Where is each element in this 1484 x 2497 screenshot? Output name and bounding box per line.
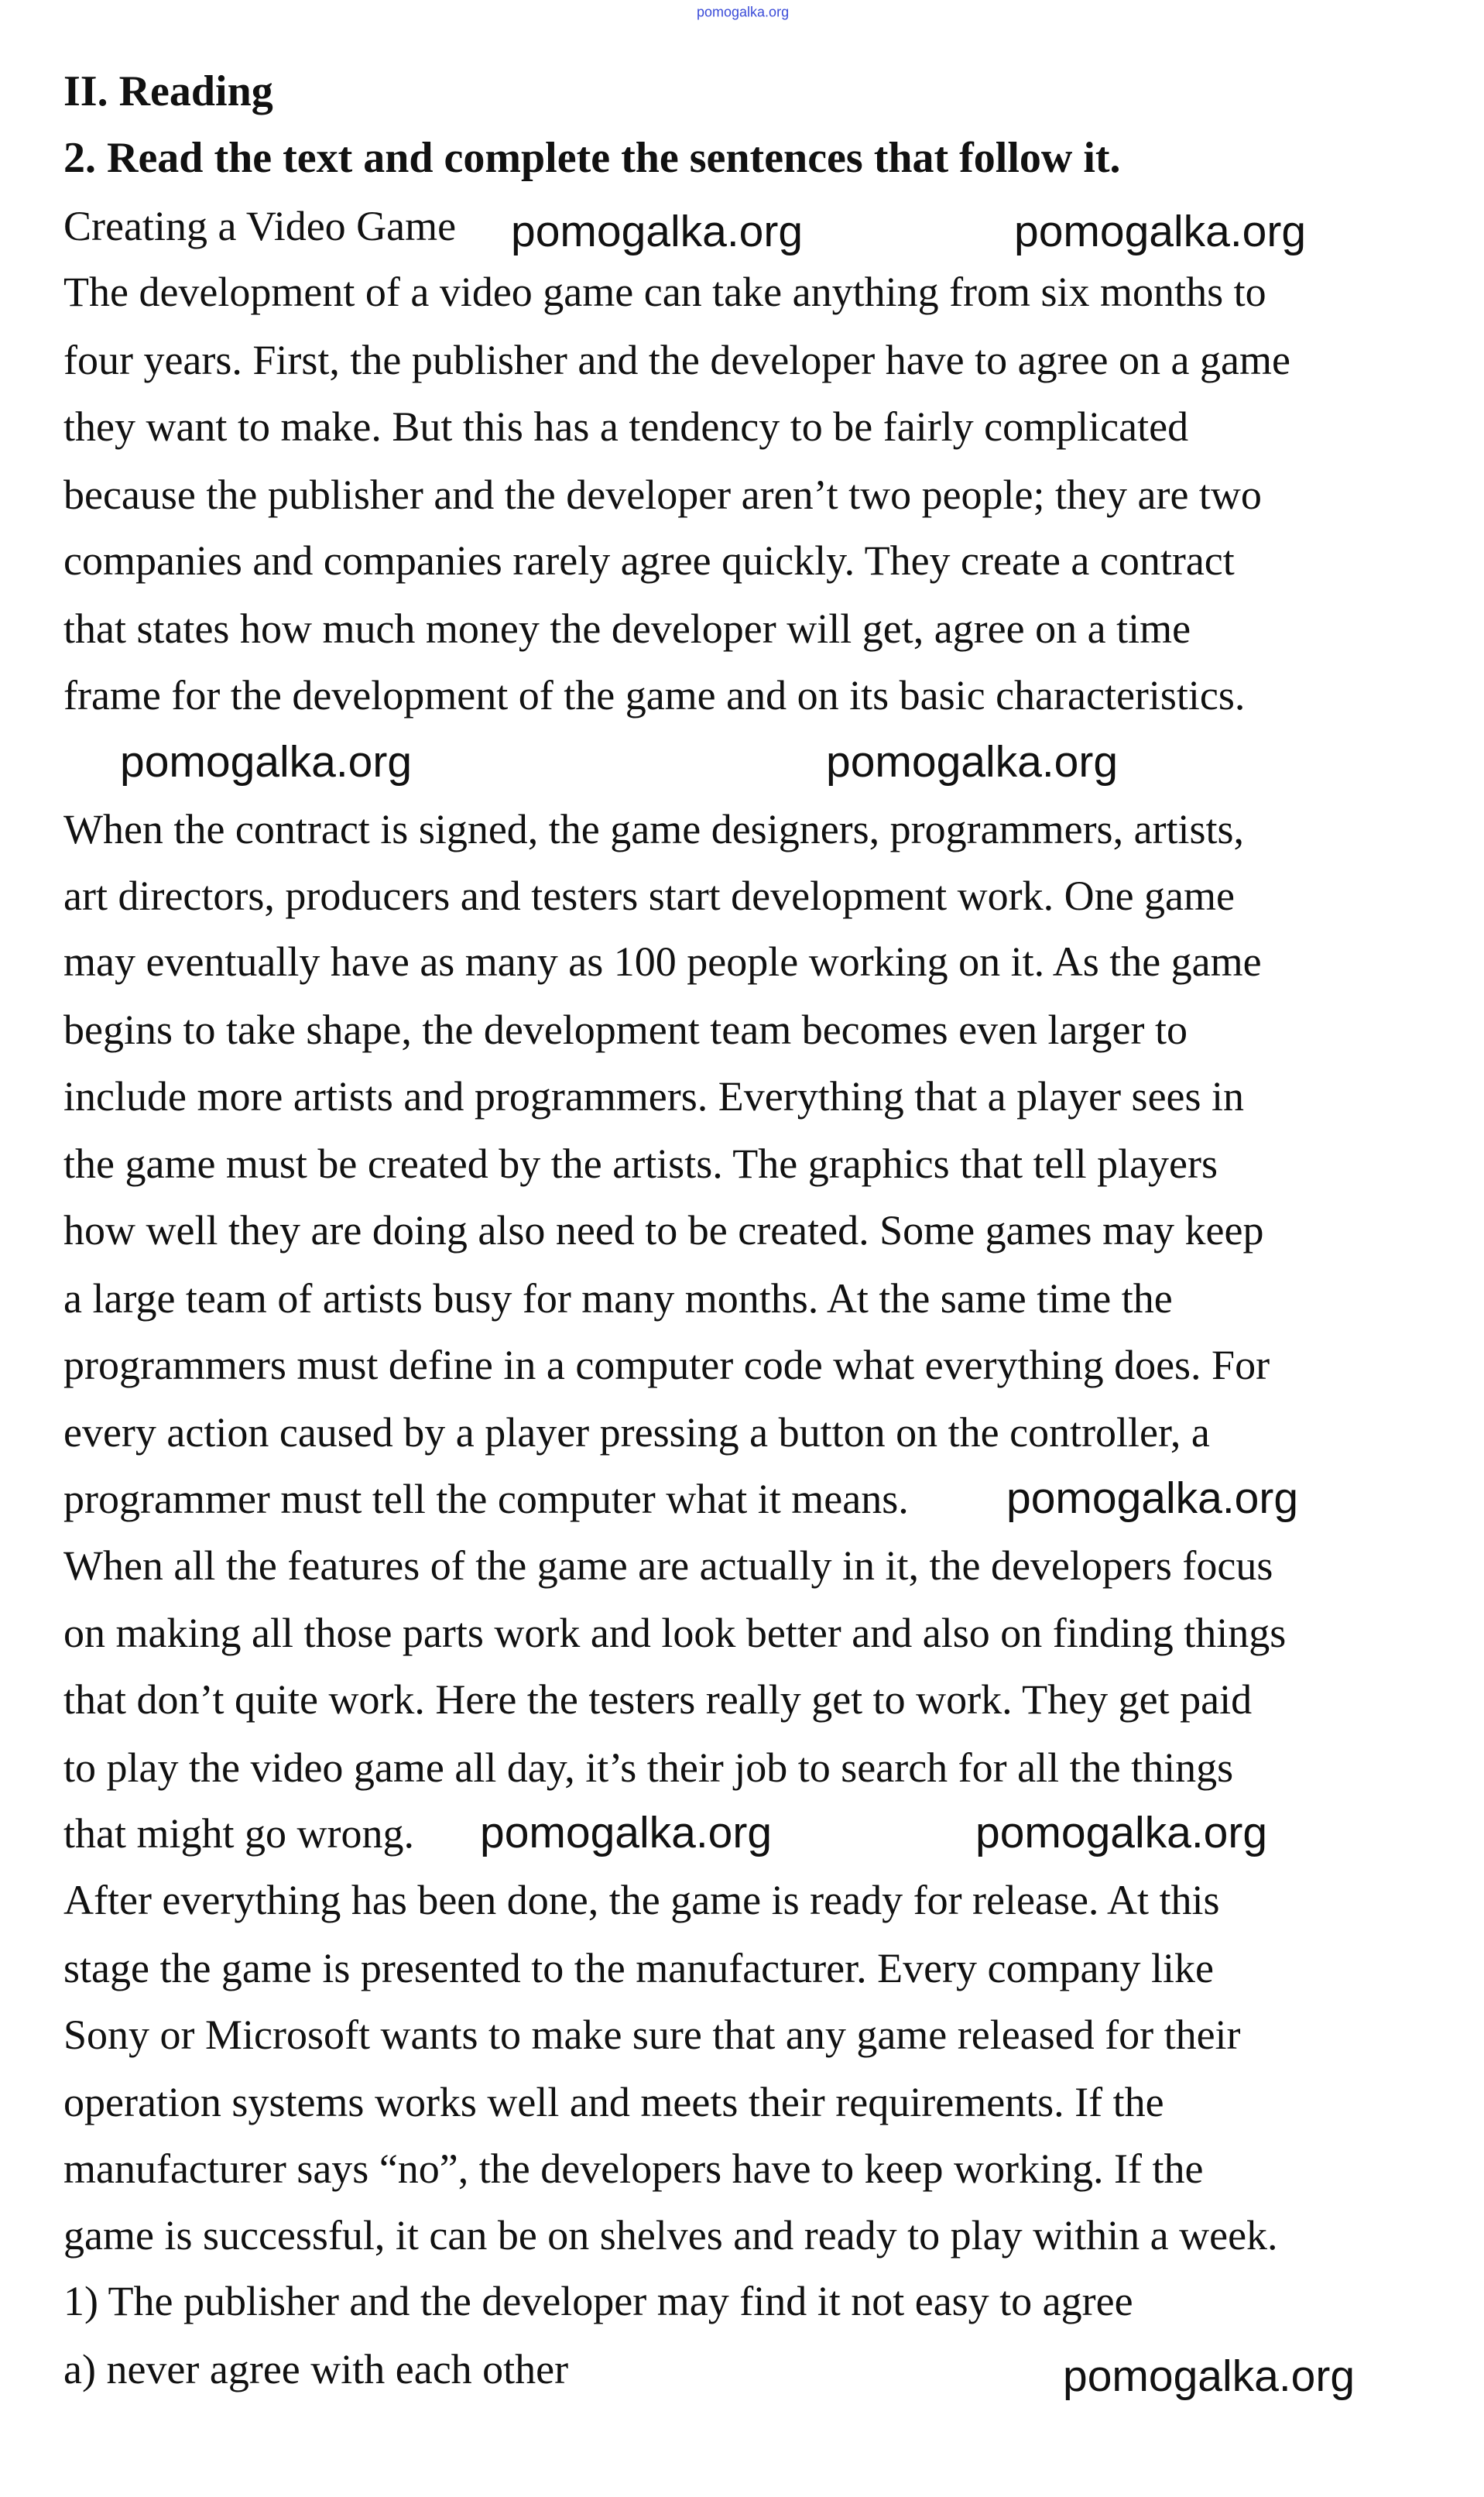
paragraph-4-line: stage the game is presented to the manufacturer. Every company like <box>63 1945 1214 1991</box>
paragraph-1-line: because the publisher and the developer aren’t two people; they are two <box>63 472 1262 518</box>
section-heading: II. Reading <box>63 67 273 115</box>
paragraph-4-line: manufacturer says “no”, the developers have to keep working. If the <box>63 2145 1204 2192</box>
paragraph-4-line: Sony or Microsoft wants to make sure that any game released for their <box>63 2012 1241 2058</box>
paragraph-4-line: After everything has been done, the game is ready for release. At this <box>63 1877 1220 1923</box>
watermark: pomogalka.org <box>120 737 413 787</box>
watermark: pomogalka.org <box>826 737 1119 787</box>
paragraph-4-line: game is successful, it can be on shelves and ready to play within a week. <box>63 2212 1278 2259</box>
paragraph-3-line: on making all those parts work and look better and also on finding things <box>63 1610 1287 1656</box>
paragraph-2-line: programmer must tell the computer what it means. <box>63 1476 909 1522</box>
paragraph-2-line: When the contract is signed, the game designers, programmers, artists, <box>63 806 1245 852</box>
paragraph-3-line: that might go wrong. <box>63 1810 414 1857</box>
watermark: pomogalka.org <box>697 4 790 20</box>
paragraph-1-line: four years. First, the publisher and the developer have to agree on a game <box>63 337 1290 383</box>
paragraph-2-line: include more artists and programmers. Everything that a player sees in <box>63 1073 1245 1120</box>
paragraph-1-line: they want to make. But this has a tendency to be fairly complicated <box>63 403 1189 450</box>
option-a: a) never agree with each other <box>63 2346 569 2392</box>
paragraph-2-line: the game must be created by the artists. The graphics that tell players <box>63 1140 1218 1187</box>
paragraph-2-line: how well they are doing also need to be created. Some games may keep <box>63 1207 1264 1254</box>
paragraph-2-line: may eventually have as many as 100 people working on it. As the game <box>63 938 1262 985</box>
paragraph-3-line: that don’t quite work. Here the testers really get to work. They get paid <box>63 1676 1253 1723</box>
paragraph-3-line: When all the features of the game are actually in it, the developers focus <box>63 1542 1273 1589</box>
watermark: pomogalka.org <box>975 1808 1268 1858</box>
paragraph-3-line: to play the video game all day, it’s their job to search for all the things <box>63 1744 1234 1791</box>
watermark: pomogalka.org <box>1063 2351 1355 2402</box>
paragraph-2-line: begins to take shape, the development team becomes even larger to <box>63 1007 1188 1053</box>
paragraph-1-line: The development of a video game can take anything from six months to <box>63 269 1266 315</box>
paragraph-1-line: that states how much money the developer will get, agree on a time <box>63 605 1191 652</box>
paragraph-1-line: frame for the development of the game and on its basic characteristics. <box>63 672 1246 719</box>
paragraph-2-line: a large team of artists busy for many months. At the same time the <box>63 1275 1173 1322</box>
watermark: pomogalka.org <box>480 1808 773 1858</box>
question-1: 1) The publisher and the developer may find it not easy to agree <box>63 2278 1133 2324</box>
watermark: pomogalka.org <box>1014 207 1307 257</box>
paragraph-2-line: art directors, producers and testers start development work. One game <box>63 873 1235 919</box>
task-heading: 2. Read the text and complete the sentences that follow it. <box>63 134 1121 182</box>
watermark: pomogalka.org <box>1006 1473 1299 1524</box>
paragraph-2-line: programmers must define in a computer code what everything does. For <box>63 1342 1270 1388</box>
paragraph-2-line: every action caused by a player pressing a button on the controller, a <box>63 1409 1210 1456</box>
watermark: pomogalka.org <box>511 207 804 257</box>
paragraph-4-line: operation systems works well and meets their requirements. If the <box>63 2079 1164 2125</box>
paragraph-1-line: companies and companies rarely agree quickly. They create a contract <box>63 537 1235 584</box>
text-title: Creating a Video Game <box>63 203 457 249</box>
